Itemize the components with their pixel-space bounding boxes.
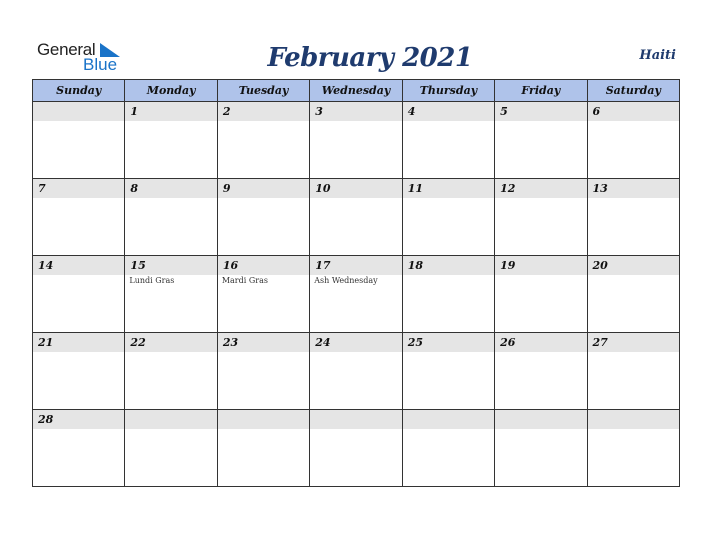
day-number: 19 [500, 259, 516, 272]
day-cell[interactable] [402, 179, 494, 256]
weekday-header: Saturday [587, 80, 679, 102]
day-number-bar [125, 333, 216, 352]
logo-general-text: General [37, 40, 96, 59]
day-cell[interactable] [495, 410, 587, 487]
day-number: 7 [38, 182, 46, 195]
day-number: 2 [222, 105, 231, 118]
day-number-bar [403, 102, 494, 121]
day-number: 10 [315, 182, 331, 195]
day-number: 15 [130, 259, 146, 272]
day-number-bar [403, 179, 494, 198]
day-number-bar [125, 256, 216, 275]
day-number-bar [125, 102, 216, 121]
holiday-label: Ash Wednesday [314, 276, 378, 285]
day-cell[interactable] [125, 410, 217, 487]
day-number-bar [125, 179, 216, 198]
day-number-bar [588, 102, 679, 121]
day-number: 1 [130, 105, 139, 118]
day-cell[interactable] [217, 256, 309, 333]
day-number: 27 [592, 336, 608, 349]
day-cell[interactable] [402, 102, 494, 179]
day-number: 11 [407, 182, 423, 195]
weekday-header: Tuesday [217, 80, 309, 102]
day-cell[interactable] [402, 256, 494, 333]
day-number-bar [33, 333, 124, 352]
week-row [33, 410, 680, 487]
day-number-bar [310, 410, 401, 429]
day-number: 24 [315, 336, 331, 349]
day-number-bar [33, 179, 124, 198]
day-number-bar [218, 333, 309, 352]
day-cell[interactable] [587, 410, 679, 487]
day-cell[interactable] [310, 179, 402, 256]
day-number-bar [33, 102, 124, 121]
day-number-bar [218, 102, 309, 121]
day-cell[interactable] [495, 256, 587, 333]
day-cell[interactable] [587, 179, 679, 256]
day-number: 6 [592, 105, 601, 118]
day-number-bar [218, 256, 309, 275]
day-number: 4 [407, 105, 416, 118]
day-number: 8 [130, 182, 139, 195]
calendar-title: February 2021 [267, 43, 473, 73]
week-row [33, 256, 680, 333]
day-cell[interactable] [310, 256, 402, 333]
day-number-bar [588, 179, 679, 198]
week-row [33, 179, 680, 256]
day-cell[interactable] [217, 179, 309, 256]
holiday-label: Mardi Gras [221, 276, 268, 285]
week-row [33, 333, 680, 410]
day-number-bar [310, 333, 401, 352]
day-number-bar [588, 410, 679, 429]
day-number-bar [588, 256, 679, 275]
weekday-header: Sunday [33, 80, 125, 102]
day-cell[interactable] [33, 256, 125, 333]
day-number: 25 [407, 336, 423, 349]
day-number: 14 [38, 259, 54, 272]
day-cell[interactable] [495, 179, 587, 256]
day-number-bar [403, 410, 494, 429]
weekday-header: Friday [495, 80, 587, 102]
week-row [33, 102, 680, 179]
day-number: 20 [592, 259, 608, 272]
day-cell[interactable] [217, 102, 309, 179]
month-calendar [32, 79, 680, 487]
day-cell[interactable] [125, 102, 217, 179]
day-cell[interactable] [310, 102, 402, 179]
day-number-bar [495, 410, 586, 429]
holiday-label: Lundi Gras [129, 276, 175, 285]
day-number-bar [33, 410, 124, 429]
day-number: 28 [38, 413, 54, 426]
weekday-header: Thursday [402, 80, 494, 102]
day-cell[interactable] [402, 410, 494, 487]
day-number: 16 [222, 259, 239, 272]
day-number: 18 [407, 259, 423, 272]
day-cell[interactable] [495, 333, 587, 410]
day-number: 26 [500, 336, 516, 349]
day-number-bar [495, 179, 586, 198]
day-number-bar [125, 410, 216, 429]
day-cell[interactable] [217, 410, 309, 487]
weekday-header: Wednesday [310, 80, 402, 102]
day-number: 3 [315, 105, 323, 118]
day-number: 9 [222, 182, 231, 195]
day-number-bar [218, 179, 309, 198]
day-cell[interactable] [310, 410, 402, 487]
day-number-bar [588, 333, 679, 352]
day-number-bar [495, 333, 586, 352]
day-cell[interactable] [310, 333, 402, 410]
day-cell[interactable] [33, 333, 125, 410]
day-number-bar [495, 256, 586, 275]
day-number-bar [310, 102, 401, 121]
day-cell[interactable] [33, 179, 125, 256]
day-number: 12 [500, 182, 516, 195]
day-cell[interactable] [217, 333, 309, 410]
day-cell[interactable] [33, 102, 125, 179]
weekday-header-row [33, 80, 680, 102]
generalblue-logo [37, 40, 127, 74]
day-number-bar [495, 102, 586, 121]
day-cell[interactable] [587, 256, 679, 333]
day-number-bar [33, 256, 124, 275]
day-cell[interactable] [33, 410, 125, 487]
day-number: 5 [500, 105, 508, 118]
logo-blue-text: Blue [83, 55, 118, 74]
day-cell[interactable] [125, 333, 217, 410]
day-number: 23 [222, 336, 239, 349]
day-number: 17 [315, 259, 331, 272]
day-cell[interactable] [495, 102, 587, 179]
day-cell[interactable] [587, 102, 679, 179]
day-cell[interactable] [402, 333, 494, 410]
day-number: 22 [130, 336, 146, 349]
weekday-header: Monday [125, 80, 217, 102]
day-cell[interactable] [125, 179, 217, 256]
day-number: 13 [592, 182, 608, 195]
day-number: 21 [38, 336, 54, 349]
day-number-bar [310, 256, 401, 275]
day-number-bar [403, 333, 494, 352]
country-label: Haiti [639, 48, 676, 63]
day-cell[interactable] [587, 333, 679, 410]
day-number-bar [218, 410, 309, 429]
day-number-bar [403, 256, 494, 275]
day-cell[interactable] [125, 256, 217, 333]
day-number-bar [310, 179, 401, 198]
